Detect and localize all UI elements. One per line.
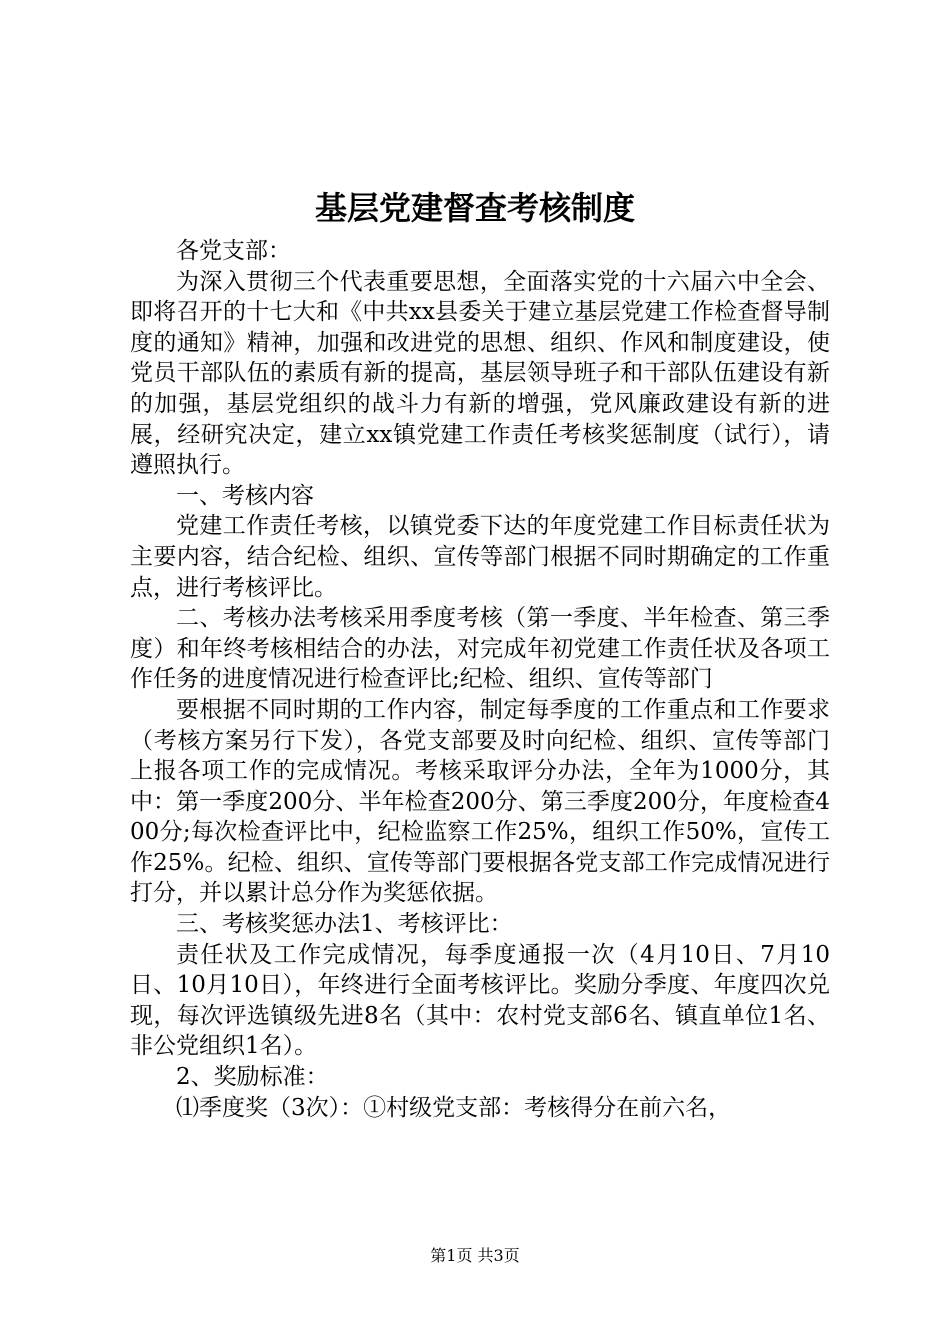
salutation: 各党支部： — [176, 238, 291, 264]
quarterly-reward-paragraph: ⑴季度奖（3次）：①村级党支部：考核得分在前六名， — [176, 1094, 732, 1121]
intro-paragraph: 为深入贯彻三个代表重要思想，全面落实党的十六届六中全会、即将召开的十七大和《中共xx县委关于建立基层党建工作检查督导制度的通知》精神，加强和改进党的思想、组织、作风和制度建设，使党员干部队伍的素质有新的提高，基层领导班子和干部队伍建设有新的加强，基层党组织的战斗力有新的增强，党风廉政建设有新的进展，经研究决定，建立xx镇党建工作责任考核奖惩制度（试行），请遵照执行。 — [130, 268, 830, 479]
section-heading-3: 三、考核奖惩办法1、考核评比： — [176, 911, 513, 938]
document-title: 基层党建督查考核制度 — [314, 189, 635, 227]
document-body — [130, 236, 830, 1123]
section-2-continued-paragraph: 要根据不同时期的工作内容，制定每季度的工作重点和工作要求（考核方案另行下发），各党支部要及时向纪检、组织、宣传等部门上报各项工作的完成情况。考核采取评分办法，全年为1000分，其中：第一季度200分、半年检查200分、第三季度200分，年度检查400分;每次检查评比中，纪检监察工作25%，组织工作50%，宣传工作25%。纪检、组织、宣传等部门要根据各党支部工作完成情况进行打分，并以累计总分作为奖惩依据。 — [130, 696, 830, 907]
page-footer: 第1页 共3页 — [430, 1246, 520, 1265]
section-1-paragraph: 党建工作责任考核，以镇党委下达的年度党建工作目标责任状为主要内容，结合纪检、组织、宣传等部门根据不同时期确定的工作重点，进行考核评比。 — [130, 513, 830, 601]
reward-standard-heading: 2、奖励标准： — [176, 1064, 329, 1091]
section-heading-1: 一、考核内容 — [176, 482, 314, 509]
section-3-paragraph: 责任状及工作完成情况，每季度通报一次（4月10日、7月10日、10月10日），年终进行全面考核评比。奖励分季度、年度四次兑现，每次评选镇级先进8名（其中：农村党支部6名、镇直单位1名、非公党组织1名）。 — [130, 941, 830, 1060]
section-2-paragraph: 二、考核办法考核采用季度考核（第一季度、半年检查、第三季度）和年终考核相结合的办法，对完成年初党建工作责任状及各项工作任务的进度情况进行检查评比;纪检、组织、宣传等部门 — [130, 605, 830, 693]
